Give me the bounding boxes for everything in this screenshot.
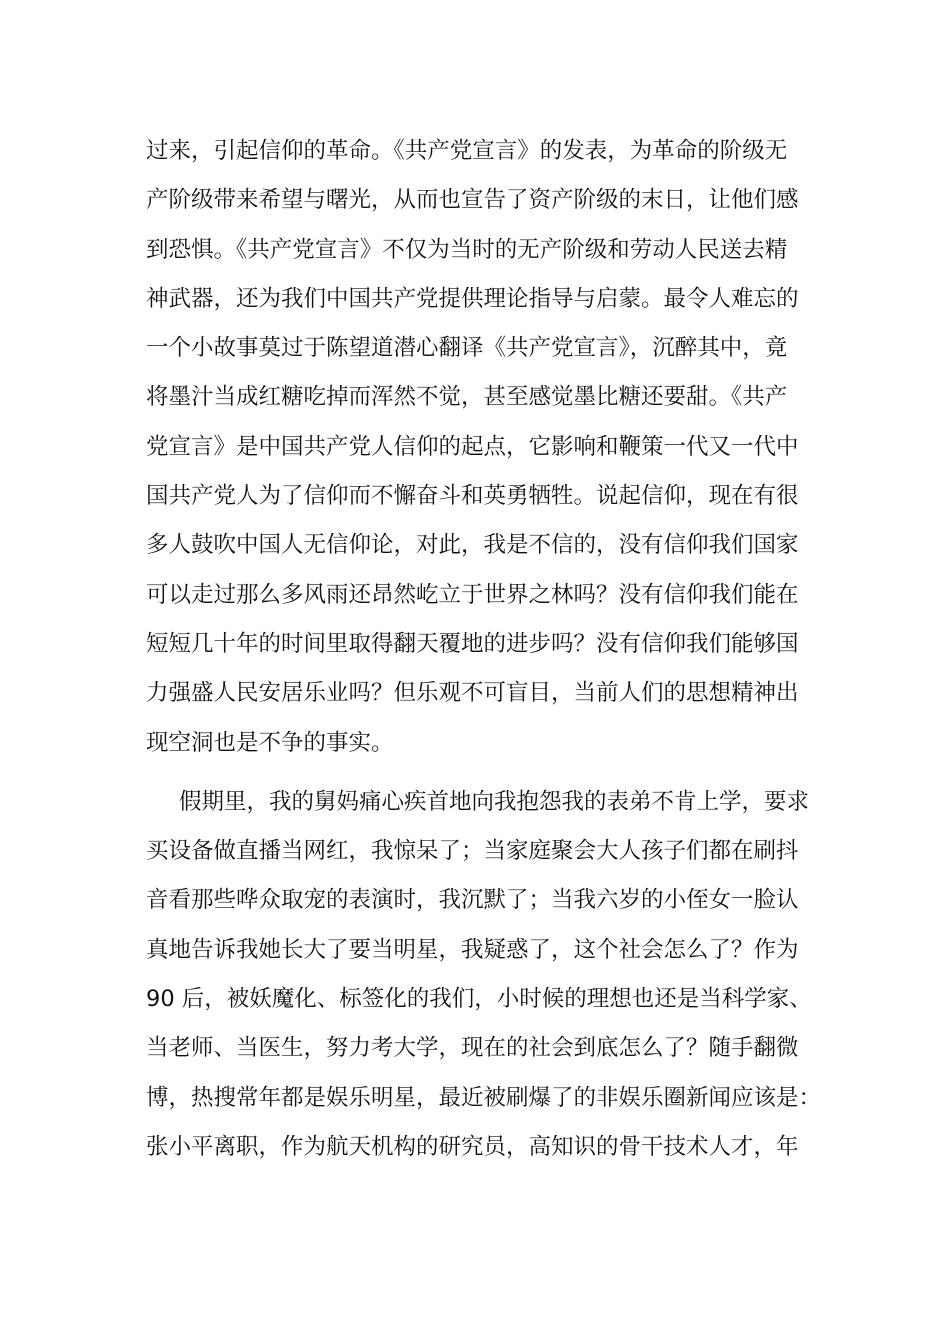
text-line: 90 后，被妖魔化、标签化的我们，小时候的理想也还是当科学家、 <box>146 986 812 1013</box>
text-line: 张小平离职，作为航天机构的研究员，高知识的骨干技术人才，年 <box>146 1133 799 1160</box>
text-line: 短短几十年的时间里取得翻天覆地的进步吗？没有信仰我们能够国 <box>146 630 799 657</box>
text-line: 党宣言》是中国共产党人信仰的起点，它影响和鞭策一代又一代中 <box>146 433 799 460</box>
text-line: 当老师、当医生，努力考大学，现在的社会到底怎么了？随手翻微 <box>146 1035 799 1062</box>
text-line: 博，热搜常年都是娱乐明星，最近被刷爆了的非娱乐圈新闻应该是： <box>146 1084 822 1111</box>
text-line: 可以走过那么多风雨还昂然屹立于世界之林吗？没有信仰我们能在 <box>146 581 799 608</box>
text-line: 音看那些哗众取宠的表演时，我沉默了；当我六岁的小侄女一脸认 <box>146 887 799 914</box>
text-line: 到恐惧。《共产党宣言》不仅为当时的无产阶级和劳动人民送去精 <box>146 236 788 263</box>
text-line: 神武器，还为我们中国共产党提供理论指导与启蒙。最令人难忘的 <box>146 285 799 312</box>
paragraph-1 <box>146 127 806 768</box>
text-line: 一个小故事莫过于陈望道潜心翻译《共产党宣言》，沉醉其中，竟 <box>146 335 788 362</box>
text-line: 过来，引起信仰的革命。《共产党宣言》的发表，为革命的阶级无 <box>146 138 788 164</box>
text-line: 产阶级带来希望与曙光，从而也宣告了资产阶级的末日，让他们感 <box>146 187 799 214</box>
text-line: 国共产党人为了信仰而不懈奋斗和英勇牺牲。说起信仰，现在有很 <box>146 483 799 510</box>
text-line: 现空洞也是不争的事实。 <box>146 729 394 756</box>
text-line: 将墨汁当成红糖吃掉而浑然不觉，甚至感觉墨比糖还要甜。《共产 <box>146 384 788 411</box>
text-line: 假期里，我的舅妈痛心疾首地向我抱怨我的表弟不肯上学，要求 <box>179 788 810 815</box>
paragraph-2 <box>146 778 822 1172</box>
paragraph-spacer <box>146 768 806 778</box>
text-line: 多人鼓吹中国人无信仰论，对此，我是不信的，没有信仰我们国家 <box>146 532 799 559</box>
text-line: 力强盛人民安居乐业吗？但乐观不可盲目，当前人们的思想精神出 <box>146 680 799 707</box>
document-body <box>146 127 822 1172</box>
text-line: 真地告诉我她长大了要当明星，我疑惑了，这个社会怎么了？作为 <box>146 936 799 963</box>
text-line: 买设备做直播当网红，我惊呆了；当家庭聚会大人孩子们都在刷抖 <box>146 838 799 865</box>
